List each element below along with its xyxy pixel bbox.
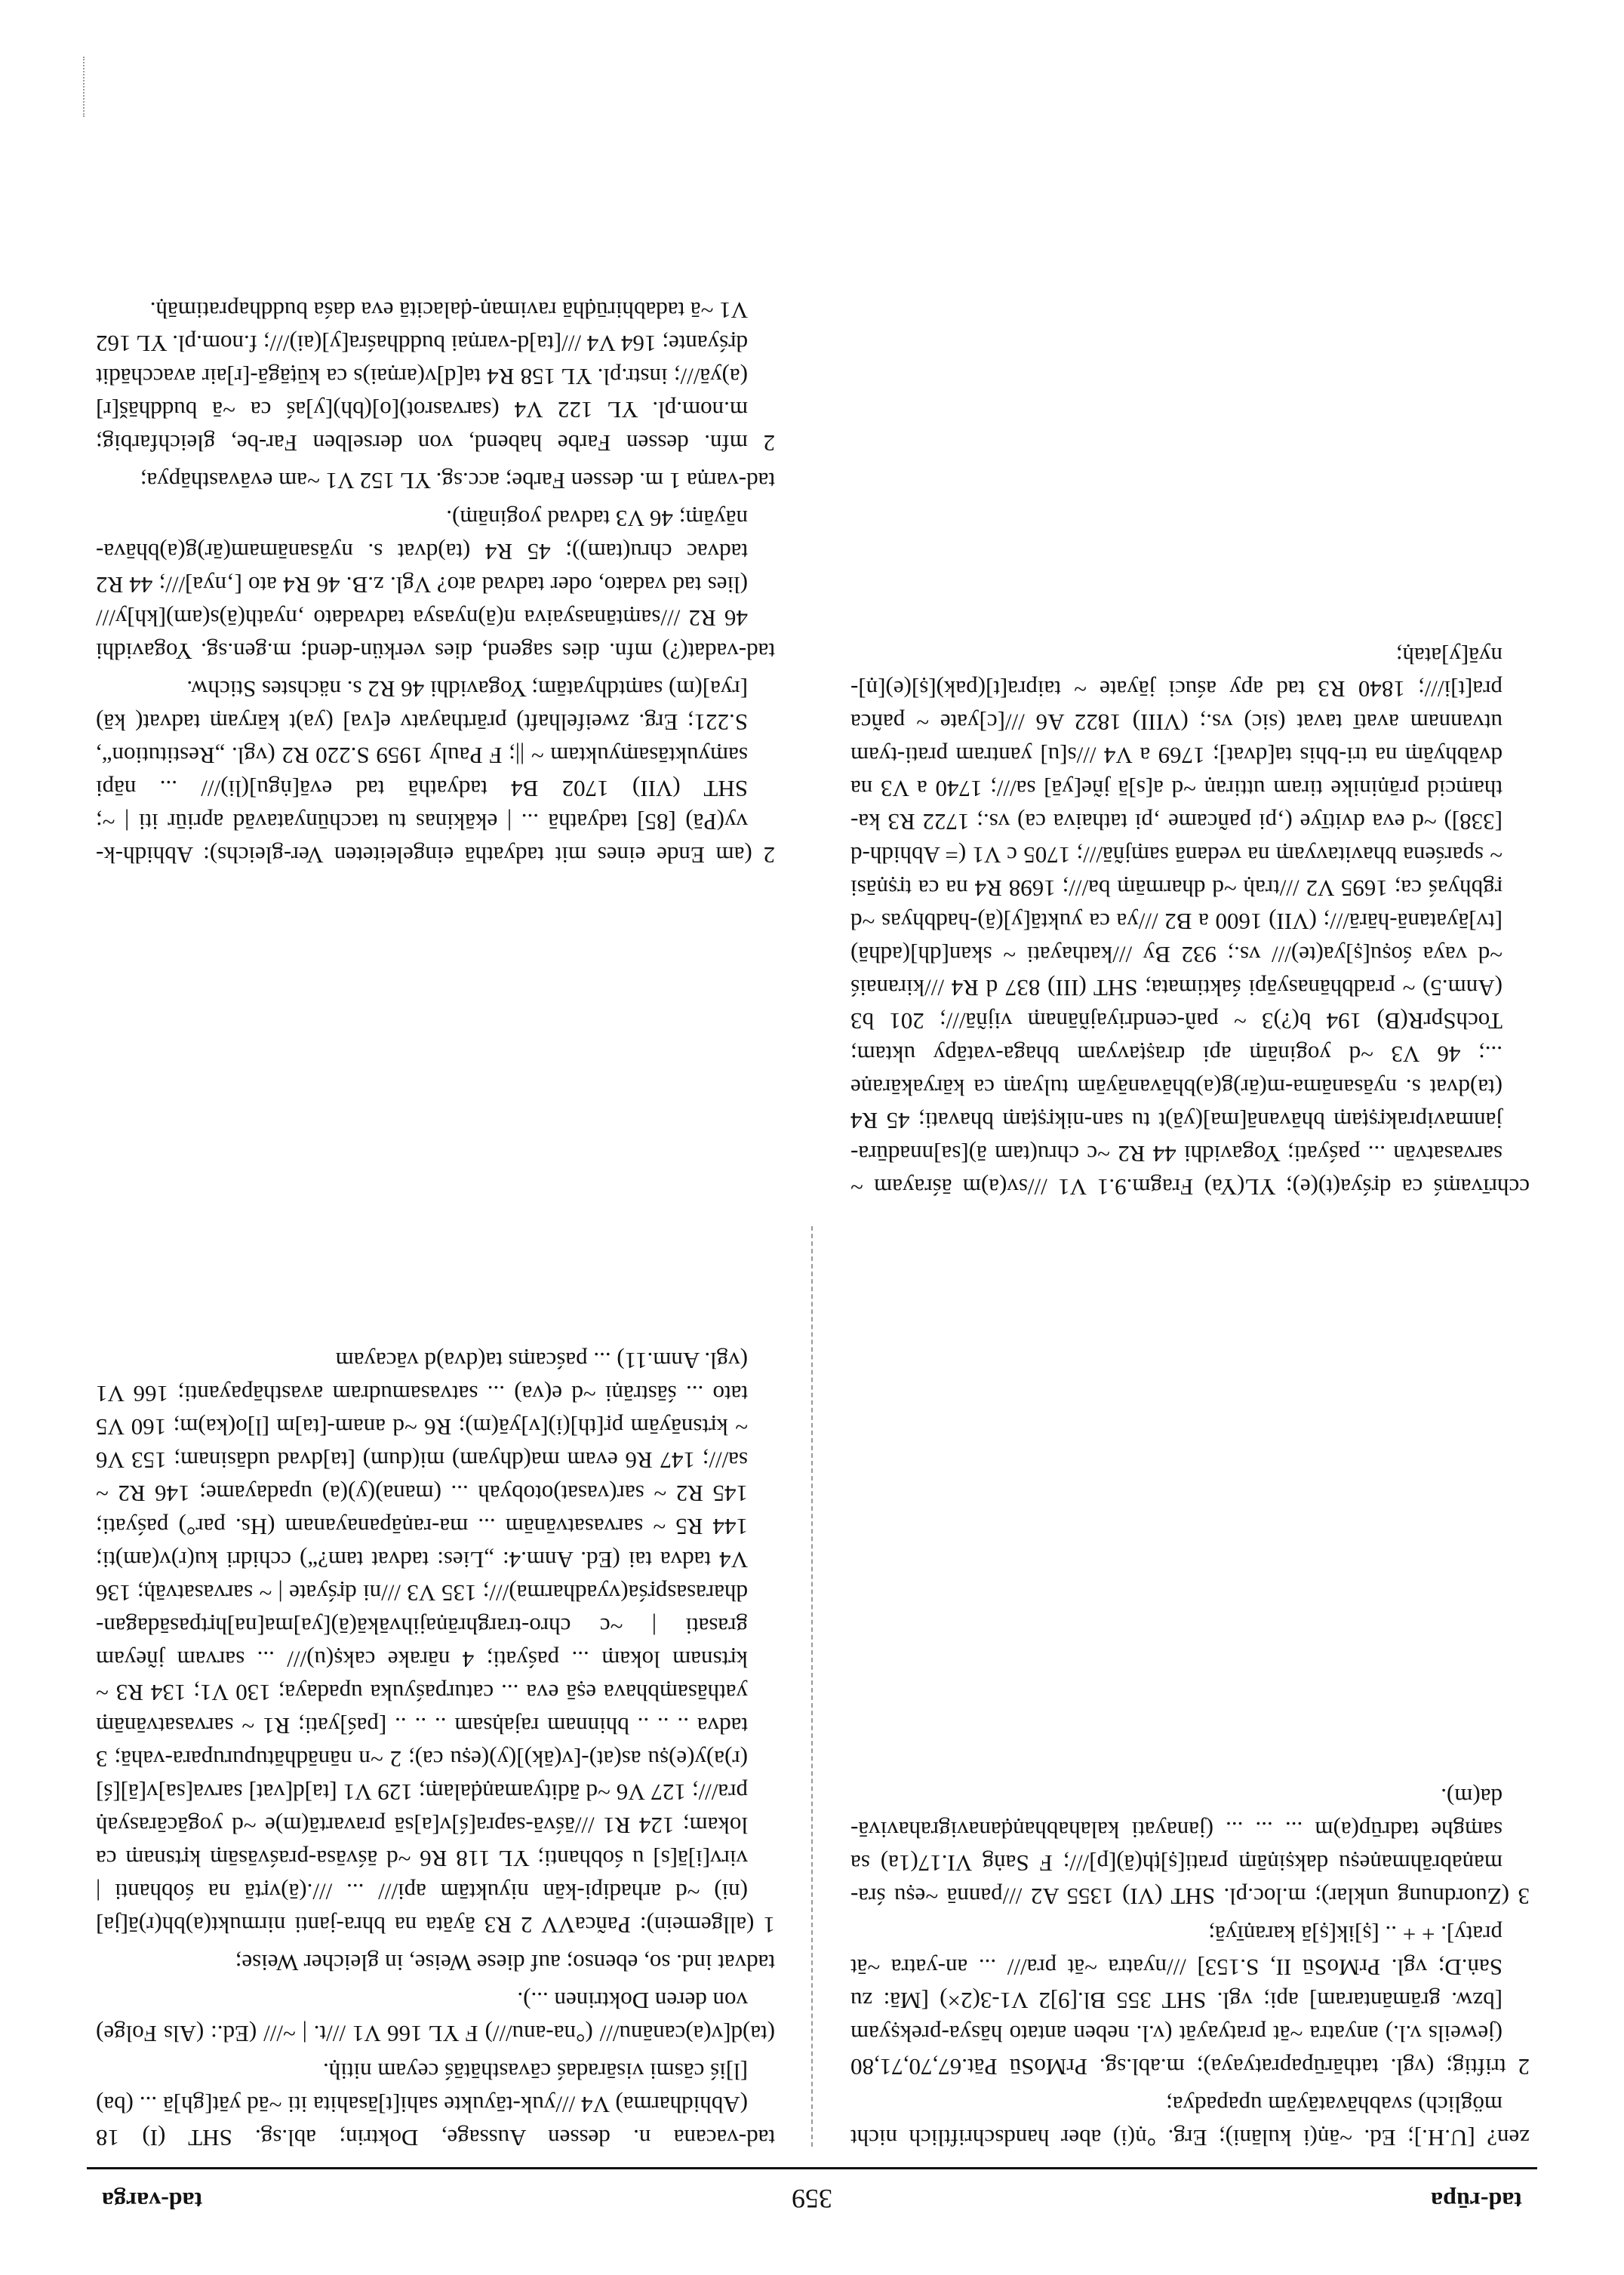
entry-paragraph: 2 mfn. dessen Farbe habend, von derselben Far-be, gleichfarbig; m.nom.pl. YL 122 V4 (sarvasrot)[o](bh)[y]aś ca ~ā buddhāš[r](a)yā///; instr.pl. YL 158 R4 ta[d]v(arṇai)s ca kūṭāgā-[r]air avacchādit dṛśyante; 164 V4 ///[ta]d-varṇai buddhaśra[y](ai)///; f.nom.pl. YL 162 V1 ~ā tadabhirūḍhā ravimaṇ-ḍalacitā eva daśa buddhapratimāḥ. <box>96 297 775 457</box>
running-header <box>87 2169 1537 2215</box>
page-number: 359 <box>792 2184 832 2214</box>
entry-paragraph: 3 (Zuordnung unklar); m.loc.pl. SHT (VI) 1355 A2 ///pannā ~eṣu śra-maṇabrāhmaṇeṣu dakṣiṇāṃ prati[ṣ]ṭh(ā)[p]///; F Saṅg VI.17(1a) sa saṃghe tadrūp(a)m ... ... ... (janayati kalahabhaṇḍanavigrahavivā-da(m). <box>850 1784 1530 1910</box>
entry-paragraph: tad-varṇa 1 m. dessen Farbe; acc.sg. YL 152 V1 ~am evāvasthāpya; <box>140 468 775 494</box>
entry-paragraph: 2 (am Ende eines mit tadyathā eingeleiteten Ver-gleichs): Abhidh-k-vy(Pā) [85] tadyathā ... | ekākinas tu tacchūnyatavād apriūr iti | ~; SHT (VII) 1702 B4 tadyathā tad evā[ṅgu](li)/// ... nāpi saṃyuktāsaṃyuktam ~ ||; F Pauly 1959 S.220 R2 (vgl. „Restitution“, S.221; Erg. zweifelhaft) prārthayatv e[va] (ya)t kāryaṃ tadvat( kā)[rya](m) saṃtdhyatām; Yogavidhi 46 R2 s. nächstes Stichw. <box>96 676 775 868</box>
entry-paragraph: 2 triftig; (vgl. tathārūpapratyaya); m.abl.sg. PrMoSū Pāt.67,70,71,80 (jeweils v.l.) anyatra ~āt pratyayāt (v.l. neben antato hāsya-prekṣyam [bzw. grāmāntaram] api; vgl. SHT 355 Bl.[9]2 V1-3(2×) [Mā: zu Saṅ.D; vgl. PrMoSū II, S.153] ///nyatra ~āt pra/// ... an-yatra ~āt praty]. + + .. [ṣ]ik[ṣ]ā karaṇīyā; <box>850 1921 1530 2080</box>
column-divider <box>811 1226 813 2147</box>
entry-paragraph: tad-vadat(?) mfn. dies sagend, dies verkün-dend; m.gen.sg. Yogavidhi 46 R2 ///saṃtānasyaiva n(ā)nyasya tadvadato ‚nyath(ā)s(am)[kh]y/// (lies tad vadato, oder tadvad ato? Vgl. z.B. 46 R4 ato [‚nya]///; 44 R2 tadvac chru(tam)); 45 R4 (ta)dvat s. nyāsanāmam(ār)g(a)bhāva-nāyāṃ; 46 V3 tadvad yogināṃ). <box>96 506 775 665</box>
header-right-headword: tad-varga <box>102 2187 203 2215</box>
entry-paragraph: (ta)d[v(a)canānu/// (°na-anu///) F YL 166 V1 ///t. | ~/// (Ed.: (Als Folge) von deren Doktrinen ...). <box>96 1988 775 2047</box>
left-column <box>850 1775 1530 2154</box>
header-rule <box>87 2167 1537 2169</box>
entry-paragraph: cchrīvaṃś ca dṛśya(t)(e); YL(Ya) Fragm.9.1 V1 ///sv(a)m āśrayam ~ sarvasatvān ... paśyati; Yogavidhi 44 R2 ~c chru(tam ā)[sa]nnadūra-janmaviprakṛṣṭaṃ bhāvanā[ma](yā)t tu san-nikṛṣṭaṃ bhavati; 45 R4 (ta)dvat s. nyāsanāma-m(ār)g(a)bhāvanāyām tulyaṃ ca kāryakāraṇe ...; 46 V3 ~d yogināṃ api draṣṭavyam bhaga-vatāpy uktam; TochSprR(B) 194 b(?)3 ~ pañ-cendriyajñānaṃ vijñā///; 201 b3 (Anm.5) ~ pradbhānasyāpi śaktimata; SHT (III) 837 d R4 ///kiranaiś ~d vaya śoṣu[ṣ]ya(te)/// vs.; 932 By ///kathayati ~ skan[dh](adhā)[tv]āyatanā-hārā///; (VII) 1600 a B2 ///ya ca yuktā[y](ā)-hadbhyas ~d ṛgbhyaś ca; 1695 V2 ///traḥ ~d dharmāṃ ba///; 1698 R4 na ca tṛṣṇāsi ~ sparśena bhavitavyaṃ na vedanā saṃjñā///; 1705 c V1 (= Abhidh-d [338]) ~d eva dvitīye (‚pi pañcame ‚pi tathaiva ca) vs.; 1722 R3 ka-thaṃcid prāṇinike tiram uttiraṇ ~d a[s]ā jñe[yā] sa///; 1740 a V3 na dvābhyāṃ na tri-bhis ta[dvat]; 1769 a V4 ///s[u] yantram prati-tyam utvannam avatī tavat (sic) vs.; (VIII) 1822 A6 ///[c]yate ~ pañca pra[t]i///; 1840 R3 tad apy aśuci jāyate ~ taipra[t](pak)[ṣ](e)[ṇ]-nyā[y]ataḥ; <box>850 643 1530 1201</box>
left-column-continued <box>850 635 1530 1204</box>
entry-paragraph: zen? [U.H.]; Ed. ~āṇ(i kulāni); Erg. °ṇ(i) aber handschriftlich nicht möglich) svabhāvatāyām upapadya; <box>850 2092 1530 2151</box>
right-column <box>96 1339 775 2154</box>
right-column-continued <box>96 289 775 872</box>
entry-paragraph: tad-vacana n. dessen Aussage, Doktrin; abl.sg. SHT (I) 18 (Abhidharma) V4 ///yuk-tāyukte sahi[t]āsahita iti ~ād yāt[gh]ā ... (ba)[l]iś cāsmi visāradaś cāvasthātāś ceyam nitiḥ. <box>96 2058 775 2151</box>
entry-paragraph: 1 (allgemein): PañcaVV 2 R3 āyāta na bhra-janti nirmukt(a)bh(r)ā[ja](ni) ~d arhadipi-kān niyuktām api/// ... ///.(ā)vṛtā na śobhanti | virv[i]ā[s] u śobhanti; YL 118 R6 ~d āśvāsa-praśvāsāṃ kṛtsnaṃ ca lokam; 124 R1 ///āśvā-sapra[ś]v[a]sā pravartā(m)e ~d yogācārasyaḥ pra///; 127 V6 ~d ādityamaṇḍalaṃ; 129 V1 [ta]d[vat] sarva[sa]v[ā][ś](r)a)y(e)ṣu as(at)-[v(āk)](y)(eṣu ca); 2 ~n nānādhātupurupara-vahā; 3 tadva .. .. .. bhinnam rajaḥsam .. .. .. [paś]yati; R1 ~ sarvasatvānāṃ yathāsaṃbhava eṣā eva ... caturpaśyuka upadaya; 130 V1; 134 R3 ~ kṛtsnam lokaṃ ... paśyati; 4 nārake cakṣ(u)/// ... sarvam jñeyam grasati | ~c chro-trarghrāṇajihvākā(ā)[ya]ma[na]hṛtpasādagan-dharasaspṛśa(vyadharma)///; 135 V3 ///ni dṛśyate | ~ sarvasatvāḥ; 136 V4 tadva tai (Ed. Anm.4: „Lies: tadvat tam?“) cchidri ku(r)v(am)ti; 144 R5 ~ sarvasatvānām ... ma-raṇāpanayanam (Hs. par°) paśyati; 145 R2 ~ sar(vasat)otobyah ... (mana)(y)(a) upadayame; 146 R2 ~ sa///; 147 R6 evam ma(dhyam) mi(dum) [ta]dvad udāsinam; 153 V6 ~ kṛtsnāyām pṛ[th](i)[v]yā(m); R6 ~d anam-[ta]m [l]o(ka)m; 160 V5 tato ... śāstrāṇi ~d e(va) ... satvasamudram avasthāpayanti; 166 V1 (vgl. Anm.11) ... paścaṃs ta(dva)d vācayam <box>96 1348 775 1938</box>
entry-paragraph: tadvat ind. so, ebenso; auf diese Weise, in gleicher Weise; <box>235 1950 775 1976</box>
header-left-headword: tad-rūpa <box>1431 2187 1522 2215</box>
margin-mark <box>80 57 85 117</box>
